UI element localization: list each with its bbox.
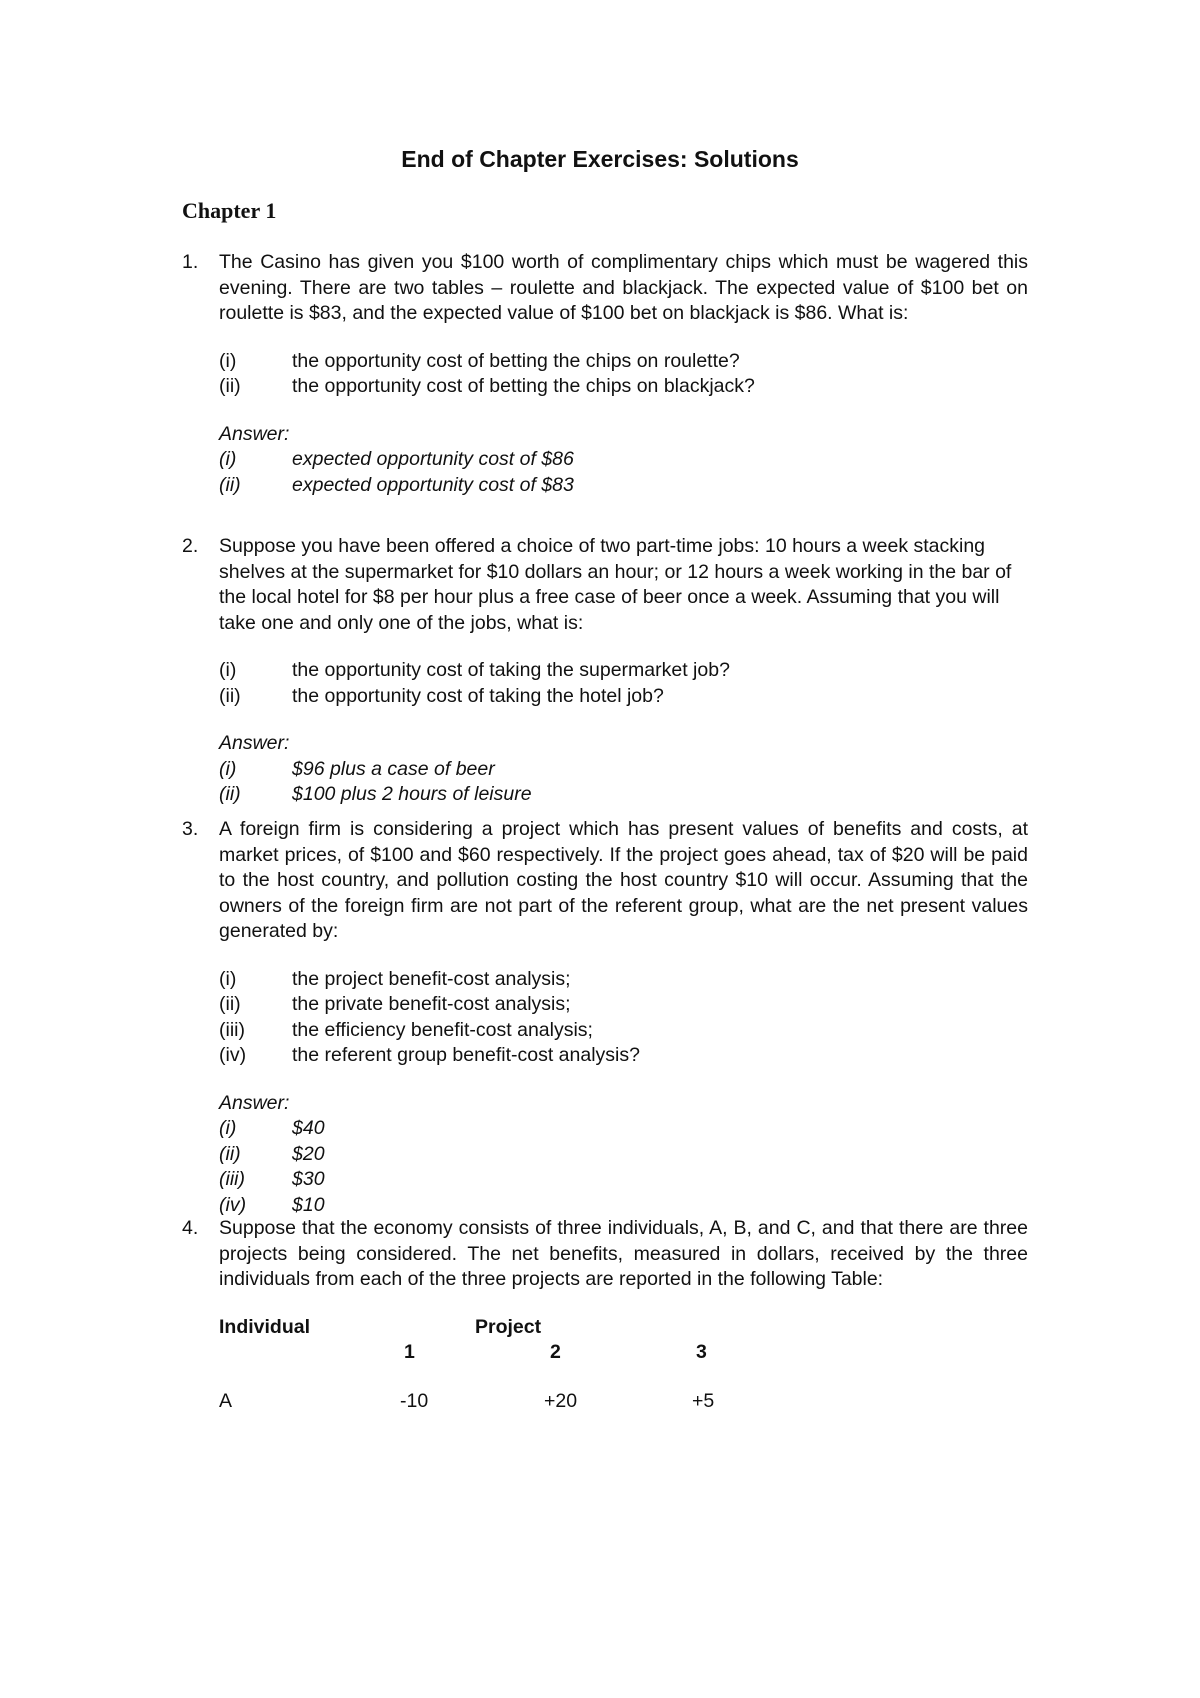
list-item	[219, 1043, 1028, 1069]
question-items	[219, 967, 1028, 1069]
answer-heading: Answer:	[219, 422, 290, 445]
item-label: (i)	[219, 967, 237, 990]
answer-text: $40	[292, 1117, 325, 1139]
item-text: the project benefit-cost analysis;	[292, 967, 571, 990]
question-4	[182, 1216, 1028, 1425]
answer-item	[219, 447, 1028, 473]
answer-heading: Answer:	[219, 1091, 290, 1114]
answer-label: (i)	[219, 448, 237, 470]
answer-label: (i)	[219, 757, 237, 780]
question-text: The Casino has given you $100 worth of complimentary chips which must be wagered this evening. There are two tables – roulette and blackjack. The expected value of $100 bet on roulette is $83, and the expected value of $100 bet on blackjack is $86. What is:	[219, 251, 1028, 324]
answer-label: (iv)	[219, 1193, 247, 1216]
answer-item	[219, 757, 1028, 783]
question-number: 1.	[182, 251, 199, 273]
document-title: End of Chapter Exercises: Solutions	[401, 146, 799, 172]
table-group-header: Project	[475, 1315, 542, 1338]
answer-block	[219, 731, 1028, 808]
table-row-label: A	[219, 1389, 233, 1412]
table-cell: +5	[692, 1389, 715, 1412]
table-project-header: 1	[404, 1340, 415, 1363]
table-project-header: 2	[550, 1340, 561, 1363]
item-label: (iv)	[219, 1044, 247, 1066]
question-number: 4.	[182, 1217, 199, 1239]
answer-item	[219, 1167, 1028, 1193]
answer-text: expected opportunity cost of $83	[292, 473, 574, 496]
answer-text: $10	[292, 1193, 325, 1216]
answer-label: (iii)	[219, 1168, 245, 1190]
answer-heading: Answer:	[219, 732, 290, 754]
table-column-header: Individual	[219, 1315, 311, 1338]
item-label: (ii)	[219, 684, 241, 707]
item-text: the opportunity cost of taking the hotel job?	[292, 684, 664, 707]
item-label: (ii)	[219, 375, 241, 397]
table-project-header: 3	[696, 1340, 707, 1363]
answer-item	[219, 1193, 1028, 1219]
answer-item	[219, 782, 1028, 808]
item-label: (i)	[219, 659, 237, 681]
item-text: the opportunity cost of betting the chips on roulette?	[292, 349, 740, 372]
list-item	[219, 992, 1028, 1018]
answer-text: $100 plus 2 hours of leisure	[292, 783, 532, 805]
answer-label: (i)	[219, 1117, 237, 1139]
answer-item	[219, 1142, 1028, 1168]
question-text: A foreign firm is considering a project which has present values of benefits and costs, at market prices, of $100 and $60 respectively. If the project goes ahead, tax of $20 will be paid to the host country, and pollution costing the host country $10 will occur. Assuming that the owners of the foreign firm are not part of the referent group, what are the net present values generated by:	[219, 818, 1028, 942]
item-label: (ii)	[219, 993, 241, 1015]
answer-block	[219, 1091, 1028, 1219]
answer-label: (ii)	[219, 1142, 241, 1165]
question-2	[182, 534, 1028, 808]
answer-label: (ii)	[219, 473, 241, 496]
list-item	[219, 967, 1028, 993]
question-3	[182, 817, 1028, 1218]
item-text: the opportunity cost of taking the supermarket job?	[292, 659, 730, 681]
list-item	[219, 1018, 1028, 1044]
answer-block	[219, 422, 1028, 499]
question-number: 3.	[182, 818, 199, 840]
question-1	[182, 250, 1028, 498]
item-text: the referent group benefit-cost analysis?	[292, 1044, 640, 1066]
answer-item	[219, 1116, 1028, 1142]
net-benefits-table	[219, 1315, 1028, 1425]
list-item	[219, 374, 1028, 400]
question-items	[219, 349, 1028, 400]
item-label: (iii)	[219, 1018, 245, 1041]
list-item	[219, 658, 1028, 684]
answer-item	[219, 473, 1028, 499]
question-text: Suppose that the economy consists of three individuals, A, B, and C, and that there are three projects being considered. The net benefits, measured in dollars, received by the three individuals from each of the three projects are reported in the following Table:	[219, 1217, 1028, 1290]
list-item	[219, 349, 1028, 375]
item-text: the efficiency benefit-cost analysis;	[292, 1018, 593, 1041]
list-item	[219, 684, 1028, 710]
answer-text: expected opportunity cost of $86	[292, 448, 574, 470]
question-number: 2.	[182, 535, 199, 557]
question-items	[219, 658, 1028, 709]
table-cell: +20	[544, 1389, 578, 1412]
answer-text: $20	[292, 1142, 325, 1165]
table-cell: -10	[400, 1389, 429, 1412]
answer-label: (ii)	[219, 783, 241, 805]
answer-text: $96 plus a case of beer	[292, 757, 495, 780]
item-text: the opportunity cost of betting the chips on blackjack?	[292, 375, 755, 397]
answer-text: $30	[292, 1168, 325, 1190]
question-text: Suppose you have been offered a choice of two part-time jobs: 10 hours a week stacking shelves at the supermarket for $10 dollars an hour; or 12 hours a week working in the bar of the local hotel for $8 per hour plus a free case of beer once a week. Assuming that you will take one and only one of the jobs, what is:	[219, 535, 1012, 634]
chapter-heading: Chapter 1	[182, 198, 277, 223]
item-label: (i)	[219, 349, 237, 372]
item-text: the private benefit-cost analysis;	[292, 993, 571, 1015]
